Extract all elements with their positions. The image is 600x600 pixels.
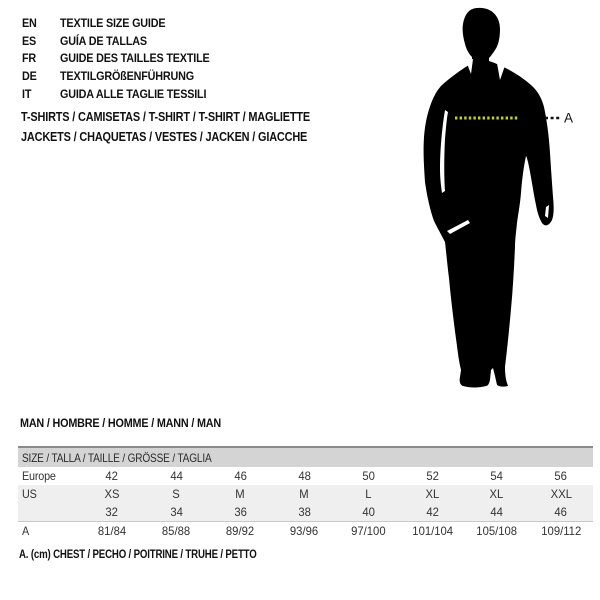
cell-value: XL bbox=[425, 487, 440, 501]
cell-value: XS bbox=[104, 487, 120, 501]
cell-value: 101/104 bbox=[412, 523, 454, 538]
man-silhouette-figure bbox=[415, 5, 600, 400]
cell-value: M bbox=[235, 487, 246, 501]
language-row-fr bbox=[22, 49, 226, 67]
cell-value: 105/108 bbox=[476, 523, 518, 538]
table-row-us bbox=[18, 485, 593, 503]
section-title-man: MAN / HOMBRE / HOMME / MANN / MAN bbox=[20, 416, 222, 430]
cell-value: 40 bbox=[362, 505, 375, 519]
cell-value: S bbox=[172, 487, 180, 501]
cell-value: 50 bbox=[362, 469, 375, 483]
language-list bbox=[22, 14, 226, 102]
language-label: GUÍA DE TALLAS bbox=[60, 33, 147, 48]
cell-value: M bbox=[299, 487, 310, 501]
cell-value: 52 bbox=[426, 469, 439, 483]
measurement-footnote: A. (cm) CHEST / PECHO / POITRINE / TRUHE / PETTO bbox=[19, 549, 257, 561]
cell-value: 97/100 bbox=[351, 523, 386, 538]
language-row-es bbox=[22, 32, 226, 50]
language-label: GUIDE DES TAILLES TEXTILE bbox=[60, 51, 210, 66]
man-silhouette bbox=[424, 8, 554, 388]
cell-value: 81/84 bbox=[97, 523, 127, 538]
cell-value: 54 bbox=[490, 469, 504, 483]
language-code: IT bbox=[22, 86, 32, 101]
cell-value: 48 bbox=[298, 469, 311, 483]
language-code: ES bbox=[22, 33, 37, 48]
cell-value: XXL bbox=[550, 487, 572, 501]
language-row-en bbox=[22, 14, 226, 32]
table-header-row bbox=[18, 448, 593, 467]
cell-value: L bbox=[365, 487, 372, 501]
language-label: TEXTILE SIZE GUIDE bbox=[60, 15, 166, 30]
language-code: FR bbox=[22, 51, 37, 66]
table-row-a-chest bbox=[18, 521, 593, 539]
language-label: TEXTILGRÖßENFÜHRUNG bbox=[60, 68, 194, 83]
row-label: A bbox=[22, 523, 30, 538]
cell-value: 36 bbox=[234, 505, 247, 519]
cell-value: 85/88 bbox=[162, 523, 191, 538]
language-code: DE bbox=[22, 68, 37, 83]
table-row-europe bbox=[18, 467, 593, 485]
cell-value: 38 bbox=[298, 505, 311, 519]
cell-value: 109/112 bbox=[540, 523, 581, 538]
garment-types bbox=[21, 107, 365, 146]
cell-value: 42 bbox=[426, 505, 439, 519]
garment-line-tshirts: T-SHIRTS / CAMISETAS / T-SHIRT / T-SHIRT / MAGLIETTE bbox=[21, 109, 310, 124]
row-label: US bbox=[22, 487, 37, 501]
table-row-unlabeled bbox=[18, 503, 593, 521]
cell-value: 44 bbox=[490, 505, 504, 519]
language-code: EN bbox=[22, 15, 37, 30]
language-label: GUIDA ALLE TAGLIE TESSILI bbox=[60, 86, 207, 101]
cell-value: 56 bbox=[554, 469, 568, 483]
row-label: Europe bbox=[22, 469, 56, 483]
cell-value: 34 bbox=[169, 505, 183, 519]
cell-value: 42 bbox=[105, 469, 119, 483]
cell-value: XL bbox=[489, 487, 504, 501]
cell-value: 89/92 bbox=[226, 523, 255, 538]
language-row-de bbox=[22, 67, 226, 85]
garment-line-jackets: JACKETS / CHAQUETAS / VESTES / JACKEN / GIACCHE bbox=[21, 128, 308, 144]
cell-value: 32 bbox=[105, 505, 119, 519]
cell-value: 46 bbox=[554, 505, 568, 519]
cell-value: 46 bbox=[234, 469, 247, 483]
table-header-label: SIZE / TALLA / TAILLE / GRÖSSE / TAGLIA bbox=[22, 450, 212, 465]
language-row-it bbox=[22, 85, 226, 103]
cell-value: 93/96 bbox=[290, 523, 319, 538]
cell-value: 44 bbox=[169, 469, 183, 483]
size-table bbox=[18, 446, 593, 539]
measure-label-a: A bbox=[564, 110, 574, 126]
